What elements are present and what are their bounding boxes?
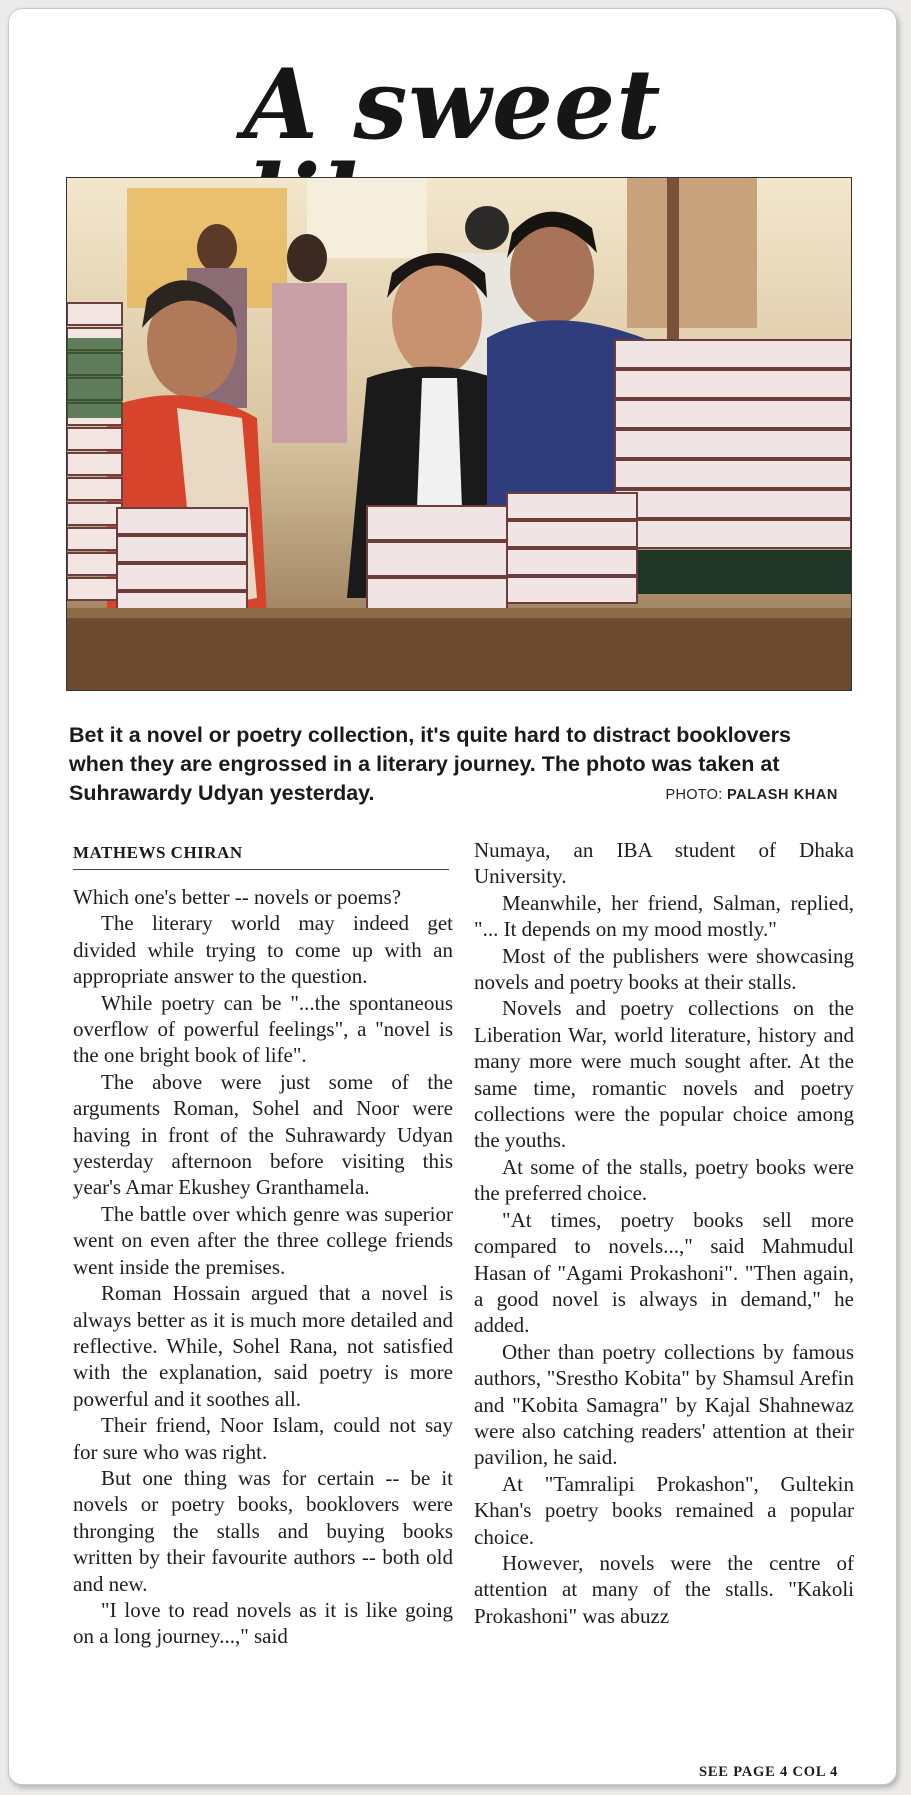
paragraph: However, novels were the centre of attention at many of the stalls. "Kakoli Prokashoni" was abuzz bbox=[474, 1550, 854, 1628]
paragraph: The above were just some of the arguments Roman, Sohel and Noor were having in front of the Suhrawardy Udyan yesterday afternoon before visiting this year's Amar Ekushey Granthamela. bbox=[73, 1069, 453, 1200]
paragraph: At "Tamralipi Prokashon", Gultekin Khan's poetry books remained a popular choice. bbox=[474, 1471, 854, 1549]
paragraph: Most of the publishers were showcasing novels and poetry books at their stalls. bbox=[474, 943, 854, 995]
paragraph: At some of the stalls, poetry books were the preferred choice. bbox=[474, 1154, 854, 1206]
newspaper-clipping bbox=[8, 8, 897, 1785]
byline: MATHEWS CHIRAN bbox=[73, 843, 449, 870]
credit-label: PHOTO: bbox=[665, 787, 723, 803]
paragraph: The battle over which genre was superior went on even after the three college friends went inside the premises. bbox=[73, 1201, 453, 1279]
article-column-2 bbox=[474, 837, 854, 1629]
continuation-note: SEE PAGE 4 COL 4 bbox=[698, 1764, 838, 1780]
photo-illustration bbox=[67, 178, 851, 690]
paragraph: Meanwhile, her friend, Salman, replied, "... It depends on my mood mostly." bbox=[474, 890, 854, 942]
paragraph: "At times, poetry books sell more compared to novels...," said Mahmudul Hasan of "Agami Prokashoni". "Then again, a good novel is always in demand," he added. bbox=[474, 1207, 854, 1338]
paragraph: Other than poetry collections by famous authors, "Srestho Kobita" by Shamsul Arefin and "Kobita Samagra" by Kajal Shahnewaz were also catching readers' attention at their pavilion, he said. bbox=[474, 1339, 854, 1470]
paragraph: "I love to read novels as it is like going on a long journey...," said bbox=[73, 1597, 453, 1649]
paragraph: While poetry can be "...the spontaneous overflow of powerful feelings", a "novel is the one bright book of life". bbox=[73, 990, 453, 1068]
article-column-1 bbox=[73, 884, 453, 1650]
paragraph: The literary world may indeed get divided while trying to come up with an appropriate answer to the question. bbox=[73, 911, 453, 989]
credit-name: PALASH KHAN bbox=[726, 787, 838, 803]
photo-caption: Bet it a novel or poetry collection, it's quite hard to distract booklovers when they are engrossed in a literary journey. The photo was taken at Suhrawardy Udyan yesterday. bbox=[69, 723, 791, 805]
paragraph: Roman Hossain argued that a novel is always better as it is much more detailed and reflective. While, Sohel Rana, not satisfied with the explanation, said poetry is more powerful and it soothes all. bbox=[73, 1281, 453, 1411]
photo-credit bbox=[665, 787, 838, 803]
paragraph: Their friend, Noor Islam, could not say for sure who was right. bbox=[73, 1413, 453, 1464]
paragraph: Numaya, an IBA student of Dhaka University. bbox=[474, 838, 854, 889]
paragraph: But one thing was for certain -- be it novels or poetry books, booklovers were thronging the stalls and buying books written by their favourite authors -- both old and new. bbox=[73, 1465, 453, 1596]
headline: A sweet bbox=[243, 48, 662, 161]
paragraph: Novels and poetry collections on the Liberation War, world literature, history and many more were much sought after. At the same time, romantic novels and poetry collections were the popular choice among the youths. bbox=[474, 996, 854, 1153]
paragraph: Which one's better -- novels or poems? bbox=[73, 885, 402, 909]
book-fair-photo bbox=[66, 177, 852, 691]
